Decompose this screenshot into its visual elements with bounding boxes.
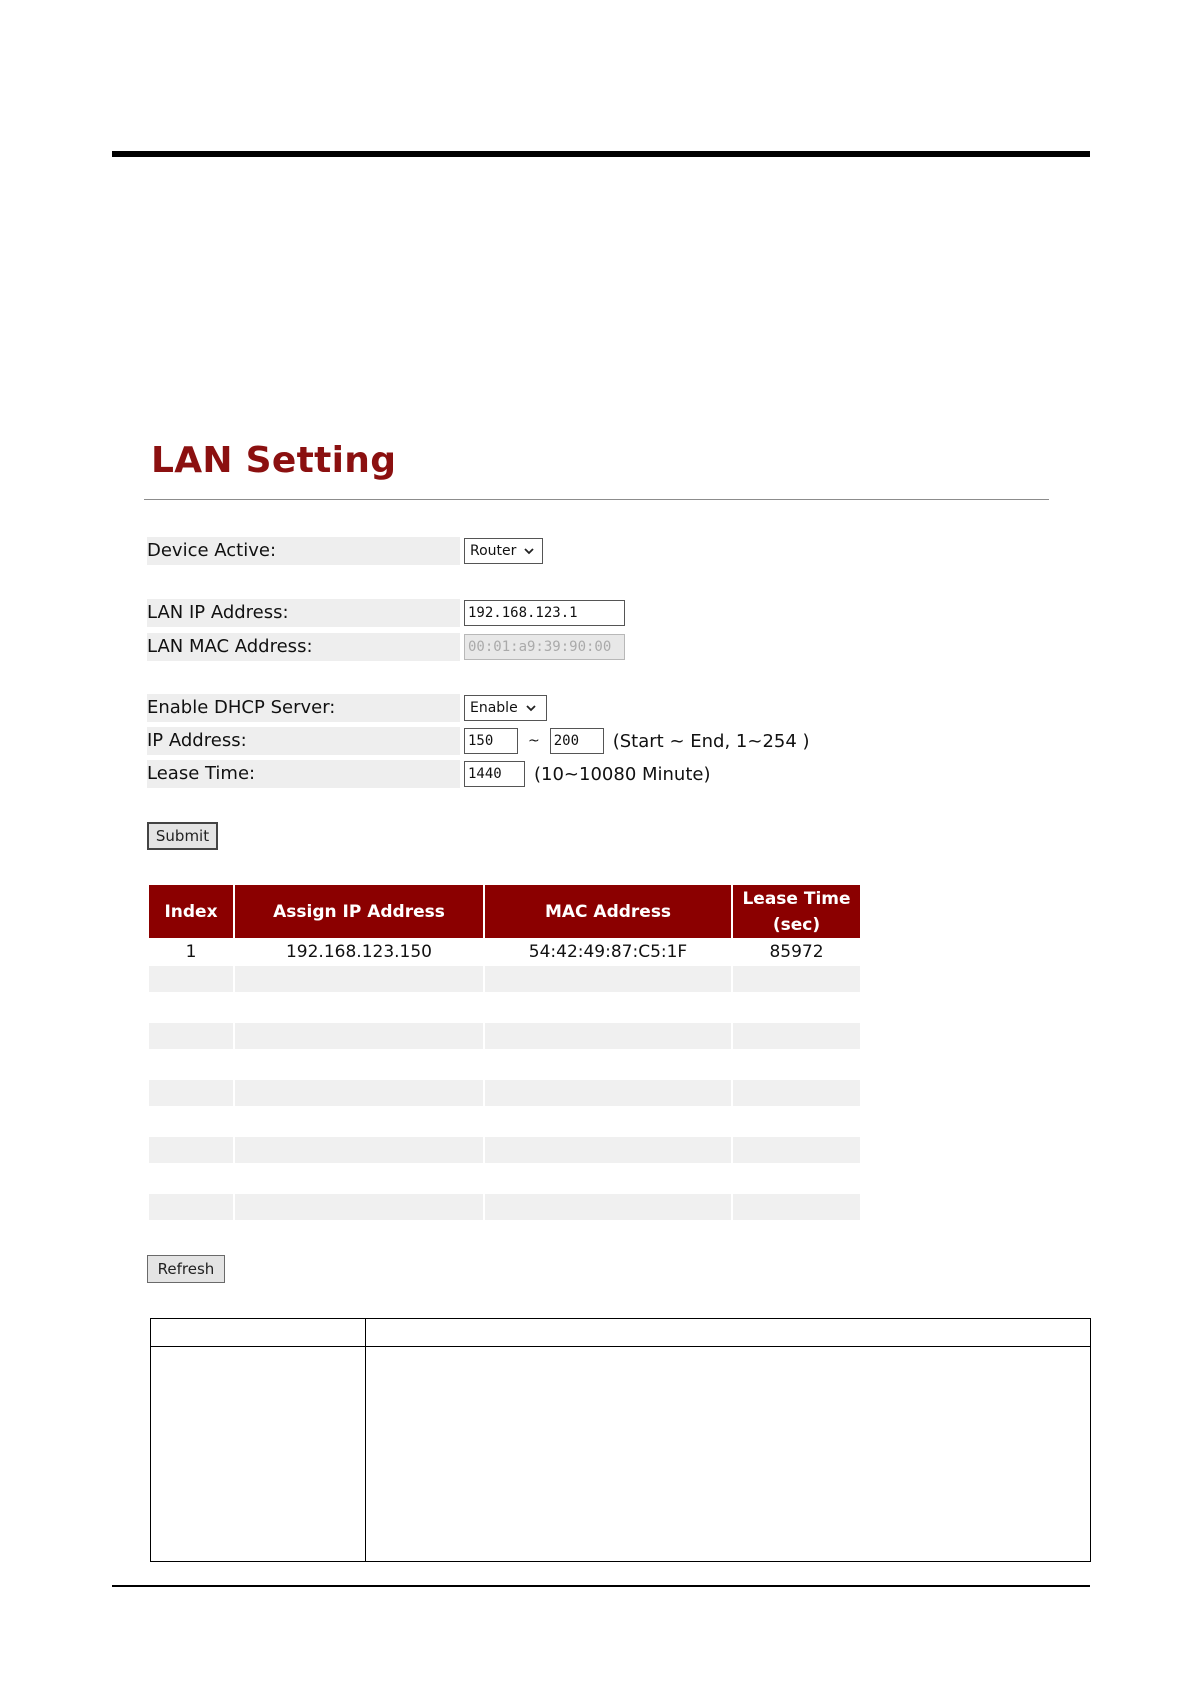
device-active-label: Device Active: [147, 537, 460, 565]
table-row-empty [149, 992, 860, 1023]
table-row-empty [149, 1137, 860, 1163]
chevron-down-icon [526, 703, 536, 713]
device-active-select[interactable] [464, 538, 543, 564]
cell-lease: 85972 [769, 942, 824, 962]
lan-ip-label: LAN IP Address: [147, 599, 460, 627]
table-row-empty [149, 1080, 860, 1106]
dhcp-label: Enable DHCP Server: [147, 694, 460, 722]
table-row-empty [149, 1023, 860, 1049]
dhcp-client-table [147, 885, 862, 1220]
header-lease-time-line1: Lease Time [742, 888, 851, 909]
lease-time-label: Lease Time: [147, 760, 460, 788]
dhcp-row [147, 694, 1047, 722]
lan-ip-row [147, 599, 1047, 627]
cell-ip: 192.168.123.150 [285, 942, 432, 962]
ip-range-hint: (Start ~ End, 1~254 ) [612, 730, 810, 752]
table-row-empty [149, 1049, 860, 1080]
lease-time-row [147, 760, 1047, 788]
lan-ip-input[interactable]: 192.168.123.1 [464, 600, 625, 626]
description-header-cell [151, 1319, 366, 1347]
header-lease-time-line2: (sec) [772, 914, 821, 935]
header-lease-time [733, 885, 860, 938]
table-row-empty [149, 1194, 860, 1220]
table-row-empty [149, 966, 860, 992]
device-active-row [147, 537, 1047, 565]
page-title: LAN Setting [151, 440, 397, 481]
page-top-rule [112, 151, 1090, 157]
ip-start-input[interactable]: 150 [464, 728, 518, 754]
ip-range-separator: ~ [528, 733, 540, 749]
submit-button[interactable]: Submit [147, 822, 218, 850]
page-bottom-rule [112, 1585, 1090, 1587]
cell-mac: 54:42:49:87:C5:1F [528, 942, 688, 962]
description-header-cell [366, 1319, 1091, 1347]
dhcp-value: Enable [470, 700, 518, 716]
ip-end-input[interactable]: 200 [550, 728, 604, 754]
header-mac: MAC Address [485, 885, 731, 938]
description-body-cell [366, 1347, 1091, 1562]
header-index: Index [149, 885, 233, 938]
title-divider [144, 499, 1049, 500]
device-active-value: Router [470, 543, 517, 559]
lan-mac-input: 00:01:a9:39:90:00 [464, 634, 625, 660]
lan-mac-label: LAN MAC Address: [147, 633, 460, 661]
table-row [149, 938, 860, 966]
ip-range-label: IP Address: [147, 727, 460, 755]
chevron-down-icon [524, 546, 534, 556]
dhcp-select[interactable] [464, 695, 547, 721]
ip-range-row [147, 727, 1047, 755]
table-row-empty [149, 1106, 860, 1137]
lease-time-hint: (10~10080 Minute) [534, 763, 711, 785]
refresh-button[interactable]: Refresh [147, 1255, 225, 1283]
header-assign-ip: Assign IP Address [235, 885, 483, 938]
lease-time-input[interactable]: 1440 [464, 761, 525, 787]
description-table [150, 1318, 1091, 1562]
description-body-cell [151, 1347, 366, 1562]
table-row-empty [149, 1163, 860, 1194]
cell-index: 1 [185, 942, 197, 962]
lan-mac-row [147, 633, 1047, 661]
